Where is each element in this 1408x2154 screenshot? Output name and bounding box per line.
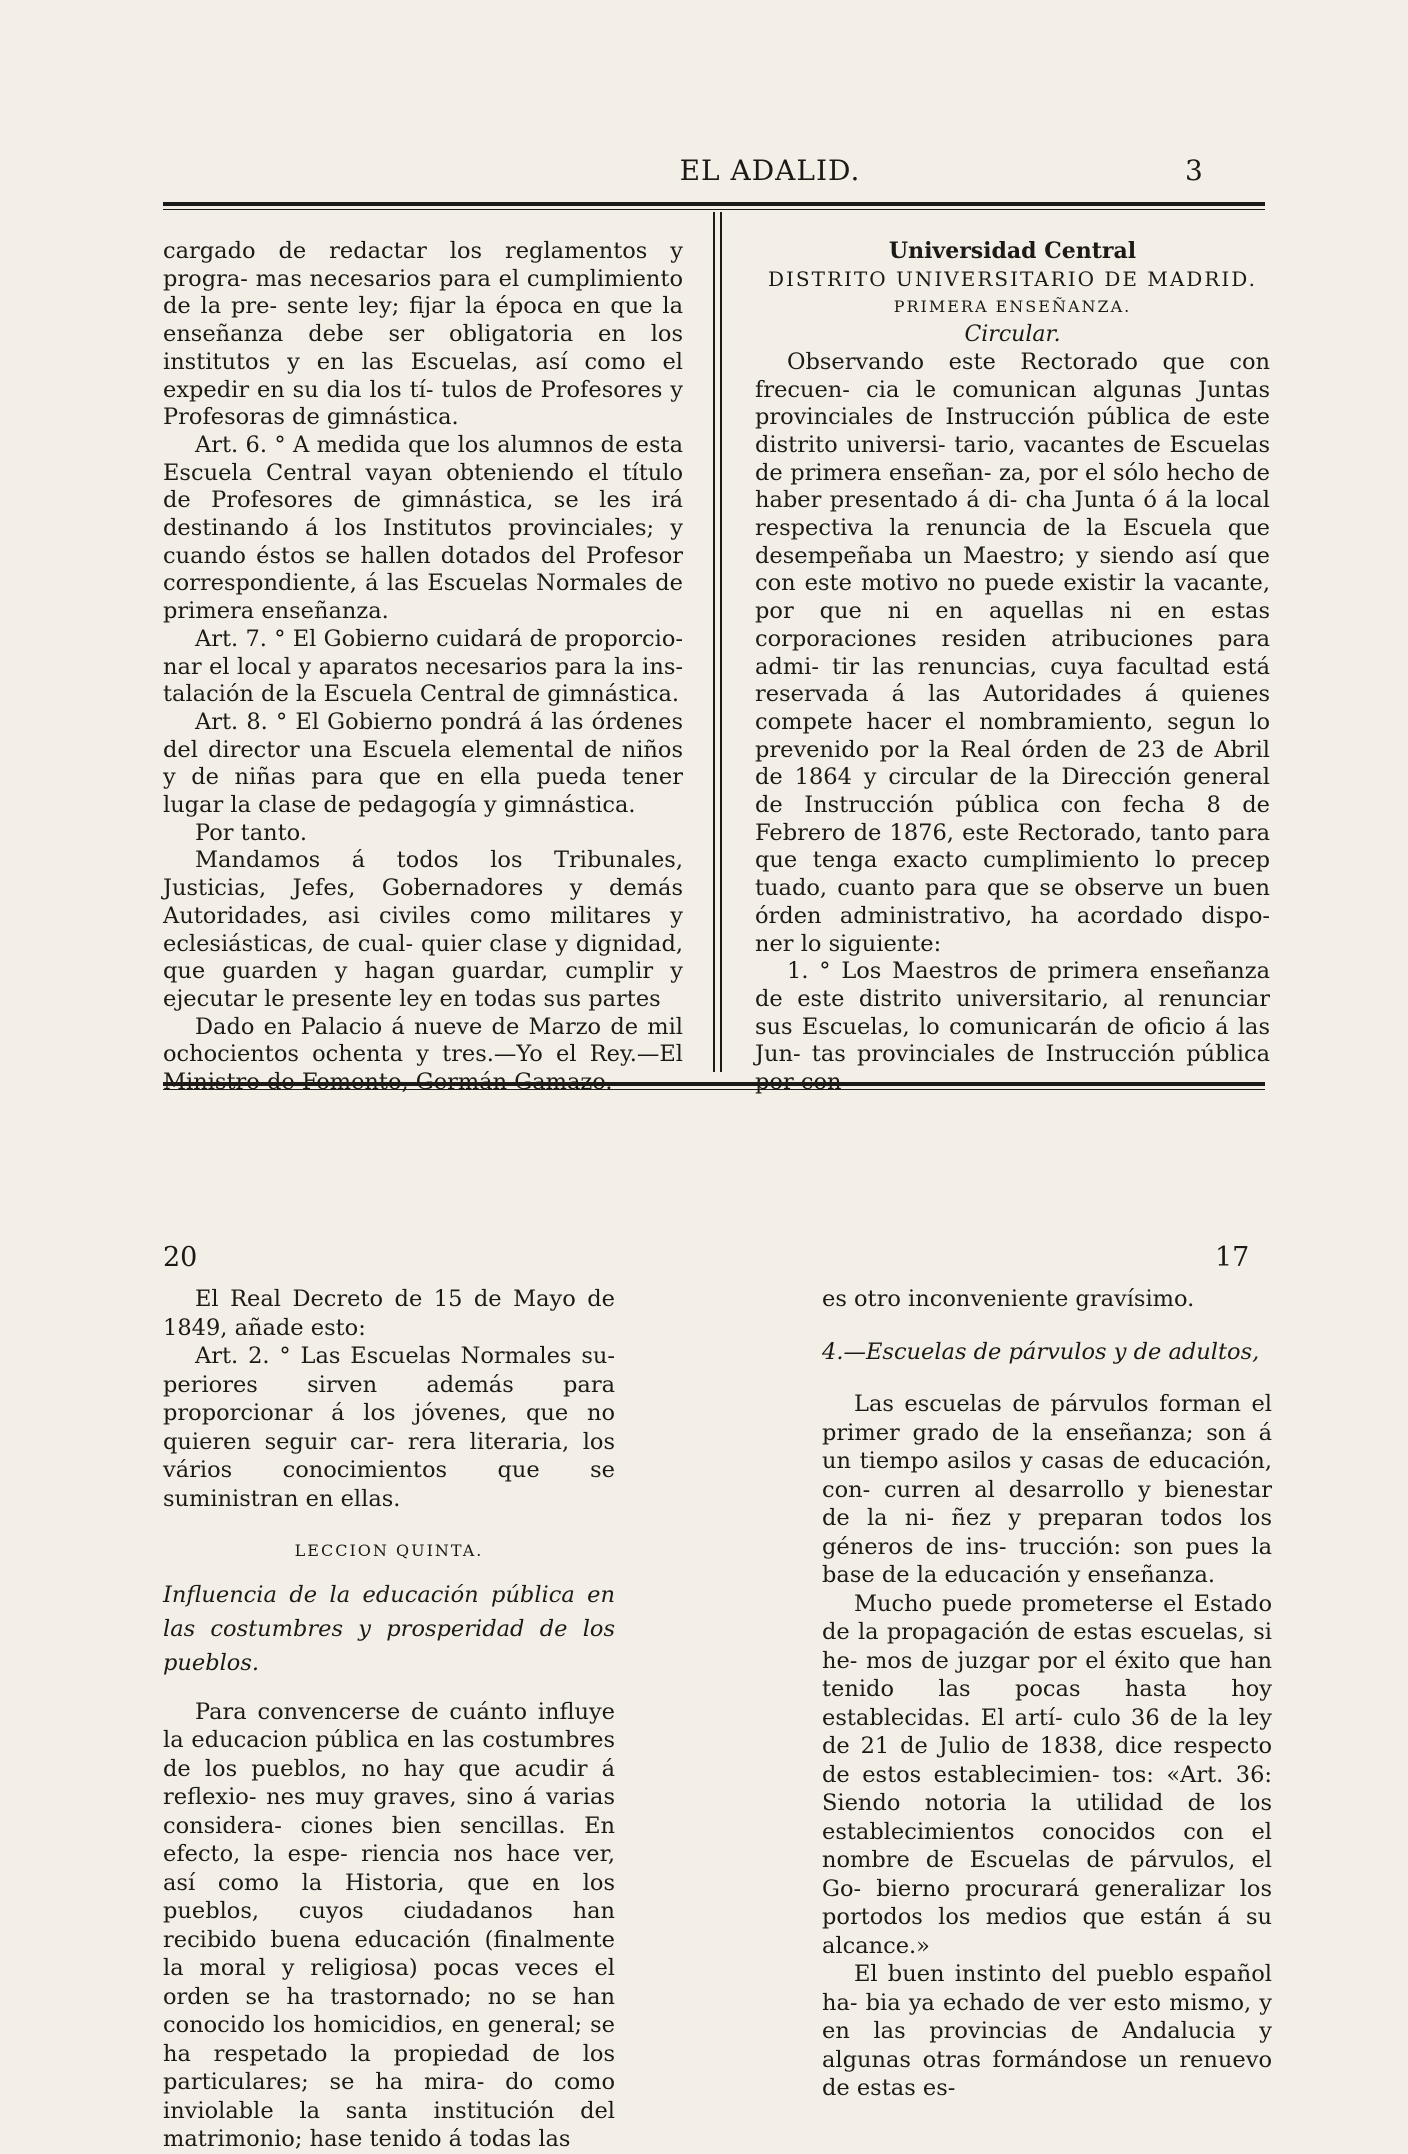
upper-right-column	[755, 238, 1270, 1097]
lower-right-column	[822, 1285, 1272, 2103]
page-number-right: 17	[1215, 1242, 1250, 1273]
footer-rule-thin	[163, 1089, 1265, 1090]
paragraph: El buen instinto del pueblo español ha- bia ya echado de ver esto mismo, y en las provincias de Andalucia y algunas otras formándose un renuevo de estas es-	[822, 1961, 1272, 2101]
lower-left-column	[163, 1285, 615, 2154]
paragraph: Por tanto.	[195, 819, 307, 846]
section-heading: 4.—Escuelas de párvulos y de adultos,	[822, 1338, 1260, 1365]
paragraph: Mucho puede prometerse el Estado de la propagación de estas escuelas, si he- mos de juzgar por el éxito que han tenido las pocas hasta hoy establecidas. El artí- culo 36 de la ley de 21 de Julio de 1838, dice respecto de estos establecimien- tos: «Art. 36: Siendo notoria la utilidad de los establecimientos conocidos con el nombre de Escuelas de párvulos, el Go- bierno procurará generalizar los portodos los medios que están á su alcance.»	[822, 1590, 1272, 1959]
column-separator-right	[720, 212, 722, 1072]
paragraph: cargado de redactar los reglamentos y progra- mas necesarios para el cumplimiento de la pre- sente ley; fijar la época en que la enseñanza debe ser obligatoria en los institutos y en las Escuelas, así como el expedir en su dia los tí- tulos de Profesores y Profesoras de gimnástica.	[163, 238, 683, 431]
paragraph: Mandamos á todos los Tribunales, Justicias, Jefes, Gobernadores y demás Autoridades, asi civiles como militares y eclesiásticas, de cual- quier clase y dignidad, que guarden y hagan guardar, cumplir y ejecutar le presente ley en todas sus partes	[163, 847, 683, 1012]
paragraph: Art. 6. ° A medida que los alumnos de esta Escuela Central vayan obteniendo el título de Profesores de gimnástica, se les irá destinando á los Institutos provinciales; y cuando éstos se hallen dotados del Profesor correspondiente, á las Escuelas Normales de primera enseñanza.	[163, 431, 683, 625]
district-heading: DISTRITO UNIVERSITARIO DE MADRID.	[768, 266, 1257, 291]
paragraph: es otro inconveniente gravísimo.	[822, 1286, 1195, 1312]
paragraph: Observando este Rectorado que con frecuen- cia le comunican algunas Juntas provinciales de Instrucción pública de este distrito universi- tario, vacantes de Escuelas de primera enseñan- za, por el sólo hecho de haber presentado á di- cha Junta ó á la local respectiva la renuncia de la Escuela que desempeñaba un Maestro; y siendo así que con este motivo no puede existir la vacante, por que ni en aquellas ni en estas corporaciones residen atribuciones para admi- tir las renuncias, cuya facultad está reservada á las Autoridades á quienes compete hacer el nombramiento, segun lo prevenido por la Real órden de 23 de Abril de 1864 y circular de la Dirección general de Instrucción pública con fecha 8 de Febrero de 1876, este Rectorado, tanto para que tenga exacto cumplimiento lo precep tuado, cuanto para que se observe un buen órden administrativo, ha acordado dispo- ner lo siguiente:	[755, 348, 1270, 957]
page-number-left: 20	[163, 1242, 198, 1273]
paragraph: 1. ° Los Maestros de primera enseñanza de este distrito universitario, al renunciar sus Escuelas, lo comunicarán de oficio á las Jun- tas provinciales de Instrucción pública por con-	[755, 958, 1270, 1096]
lesson-title: Influencia de la educación pública en las costumbres y prosperidad de los pueblos.	[163, 1581, 615, 1676]
paragraph: Las escuelas de párvulos forman el primer grado de la enseñanza; son á un tiempo asilos y casas de educación, con- curren al desarrollo y bienestar de la ni- ñez y preparan todos los géneros de ins- trucción: son pues la base de la educación y enseñanza.	[822, 1391, 1272, 1588]
paragraph: Dado en Palacio á nueve de Marzo de mil ochocientos ochenta y tres.—Yo el Rey.—El Ministro de Fomento, Germán Gamazo.	[163, 1013, 683, 1096]
lesson-heading: LECCION QUINTA.	[294, 1541, 484, 1560]
footer-rule-thick	[163, 1082, 1265, 1086]
paragraph: Art. 8. ° El Gobierno pondrá á las órdenes del director una Escuela elemental de niños y de niñas para que en ella pueda tener lugar la clase de pedagogía y gimnástica.	[163, 708, 683, 819]
university-heading: Universidad Central	[888, 238, 1137, 264]
page-number-top: 3	[1185, 154, 1203, 187]
paragraph: El Real Decreto de 15 de Mayo de 1849, añade esto:	[163, 1286, 615, 1341]
column-separator-left	[713, 212, 715, 1072]
upper-left-column	[163, 238, 683, 1097]
header-rule-thick	[163, 202, 1265, 206]
header-rule-thin	[163, 209, 1265, 210]
paragraph: Art. 7. ° El Gobierno cuidará de proporcio- nar el local y aparatos necesarios para la ins- talación de la Escuela Central de gimnástica.	[163, 625, 683, 708]
paragraph: Para convencerse de cuánto influye la educacion pública en las costumbres de los pueblos, no hay que acudir á reflexio- nes muy graves, sino á varias considera- ciones bien sencillas. En efecto, la espe- riencia nos hace ver, así como la Historia, que en los pueblos, cuyos ciudadanos han recibido buena educación (finalmente la moral y religiosa) pocas veces el orden se ha trastornado; no se han conocido los homicidios, en general; se ha respetado la propiedad de los particulares; se ha mira- do como inviolable la santa institución del matrimonio; hase tenido á todas las	[163, 1698, 615, 2152]
paragraph: Art. 2. ° Las Escuelas Normales su- periores sirven además para proporcionar á los jóvenes, que no quieren seguir car- rera literaria, los vários conocimientos que se suministran en ellas.	[163, 1343, 615, 1512]
running-head: EL ADALID.	[679, 154, 861, 187]
section-heading: PRIMERA ENSEÑANZA.	[893, 297, 1132, 317]
circular-heading: Circular.	[964, 322, 1061, 348]
